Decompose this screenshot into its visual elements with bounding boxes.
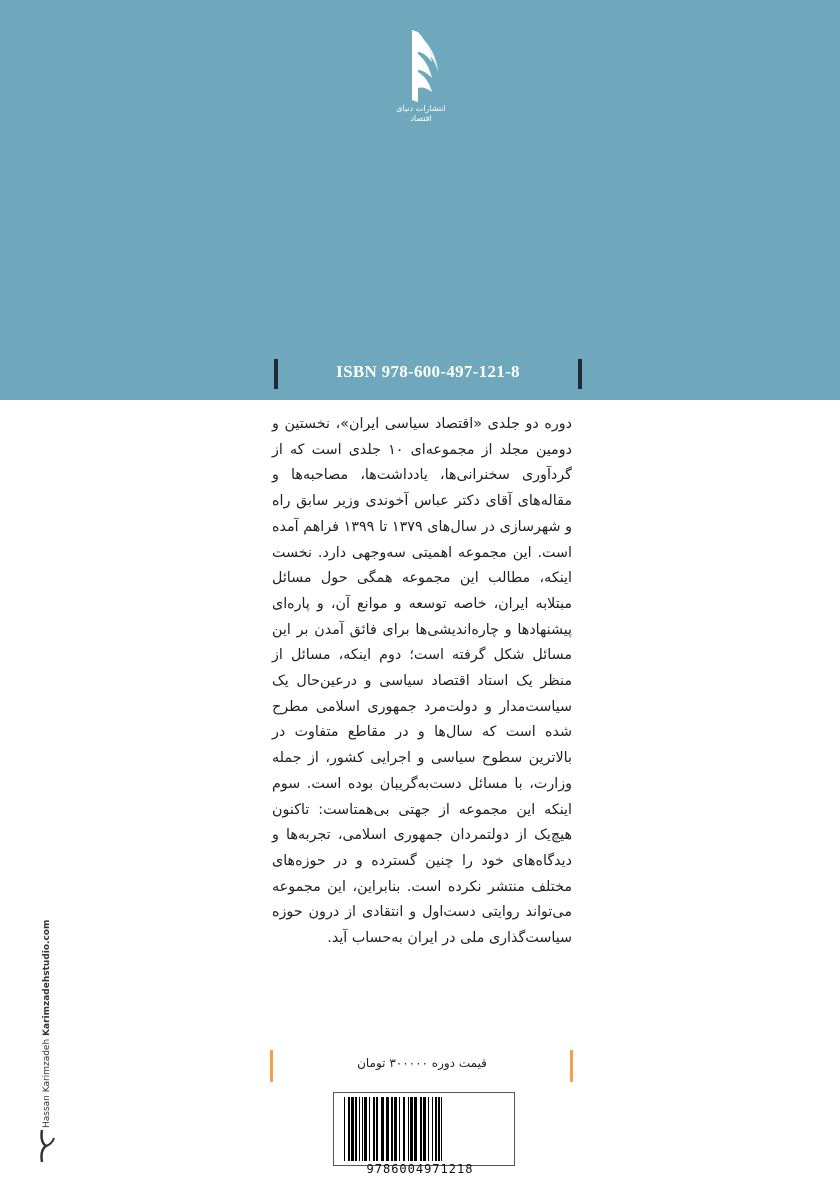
barcode-bar bbox=[351, 1097, 354, 1161]
cover-top-panel bbox=[0, 0, 840, 400]
barcode-bar bbox=[344, 1097, 345, 1161]
barcode-bar bbox=[348, 1097, 350, 1161]
barcode-bar bbox=[410, 1097, 413, 1161]
designer-credit bbox=[42, 919, 56, 1128]
book-description: دوره دو جلدی «اقتصاد سیاسی ایران»، نخستین و دومین مجلد از مجموعه‌ای ۱۰ جلدی است که از گردآوری سخنرانی‌ها، یادداشت‌ها، مصاحبه‌ها و مقاله‌های آقای دکتر عباس آخوندی وزیر سابق راه و شهرسازی در سال‌های ۱۳۷۹ تا ۱۳۹۹ فراهم آمده است. این مجموعه اهمیتی سه‌وجهی دارد. نخست اینکه، مطالب این مجموعه همگی حول مسائل مبتلابه ایران، خاصه توسعه و موانع آن، و پاره‌ای پیشنهادها و چاره‌اندیشی‌ها برای فائق آمدن بر این مسائل شکل گرفته است؛ دوم اینکه، مسائل از منظر یک استاد اقتصاد سیاسی و درعین‌حال یک سیاست‌مدار و دولت‌مرد جمهوری اسلامی مطرح شده است که سال‌ها و در مقاطع متفاوت در بالاترین سطوح سیاسی و اجرایی کشور، از جمله وزارت، با مسائل دست‌به‌گریبان بوده است. سوم اینکه این مجموعه از جهتی بی‌همتاست: تاکنون هیچ‌یک از دولتمردان جمهوری اسلامی، تجربه‌ها و دیدگاه‌های خود را چنین گسترده و در حوزه‌های مختلف منتشر نکرده است. بنابراین، این مجموعه می‌تواند روایتی دست‌اول و انتقادی از درون حوزه سیاست‌گذاری ملی در ایران به‌حساب آید. bbox=[272, 416, 572, 947]
barcode-bar bbox=[399, 1097, 400, 1161]
price-left-bar bbox=[270, 1050, 273, 1082]
barcode-bar bbox=[362, 1097, 363, 1161]
barcode bbox=[333, 1092, 515, 1166]
barcode-bar bbox=[364, 1097, 367, 1161]
designer-logo-icon bbox=[36, 1128, 58, 1164]
designer-credit-site: Karimzadehstudio.com bbox=[42, 919, 52, 1036]
barcode-bar bbox=[373, 1097, 375, 1161]
barcode-bar bbox=[428, 1097, 429, 1161]
barcode-bar bbox=[386, 1097, 389, 1161]
barcode-bar bbox=[423, 1097, 426, 1161]
barcode-bar bbox=[376, 1097, 378, 1161]
barcode-bar bbox=[432, 1097, 433, 1161]
barcode-bar bbox=[420, 1097, 422, 1161]
barcode-bar bbox=[441, 1097, 442, 1161]
barcode-bar bbox=[403, 1097, 405, 1161]
isbn-label: ISBN 978-600-497-121-8 bbox=[336, 362, 520, 381]
price-label: قیمت دوره ۳۰۰۰۰۰ تومان bbox=[357, 1056, 487, 1070]
barcode-bar bbox=[391, 1097, 393, 1161]
barcode-bar bbox=[359, 1097, 360, 1161]
isbn-right-bar bbox=[578, 359, 582, 389]
barcode-bar bbox=[414, 1097, 417, 1161]
price-right-bar bbox=[570, 1050, 573, 1082]
barcode-bar bbox=[369, 1097, 370, 1161]
barcode-bar bbox=[435, 1097, 437, 1161]
designer-credit-name: Hassan Karimzadeh bbox=[42, 1038, 52, 1128]
barcode-bar bbox=[408, 1097, 409, 1161]
publisher-logo-text: انتشارات دنیای اقتصاد bbox=[396, 104, 446, 123]
barcode-number: 9786004971218 bbox=[366, 1162, 474, 1176]
barcode-bars bbox=[342, 1097, 506, 1161]
barcode-bar bbox=[394, 1097, 397, 1161]
barcode-bar bbox=[381, 1097, 384, 1161]
barcode-bar bbox=[438, 1097, 440, 1161]
barcode-bar bbox=[355, 1097, 357, 1161]
